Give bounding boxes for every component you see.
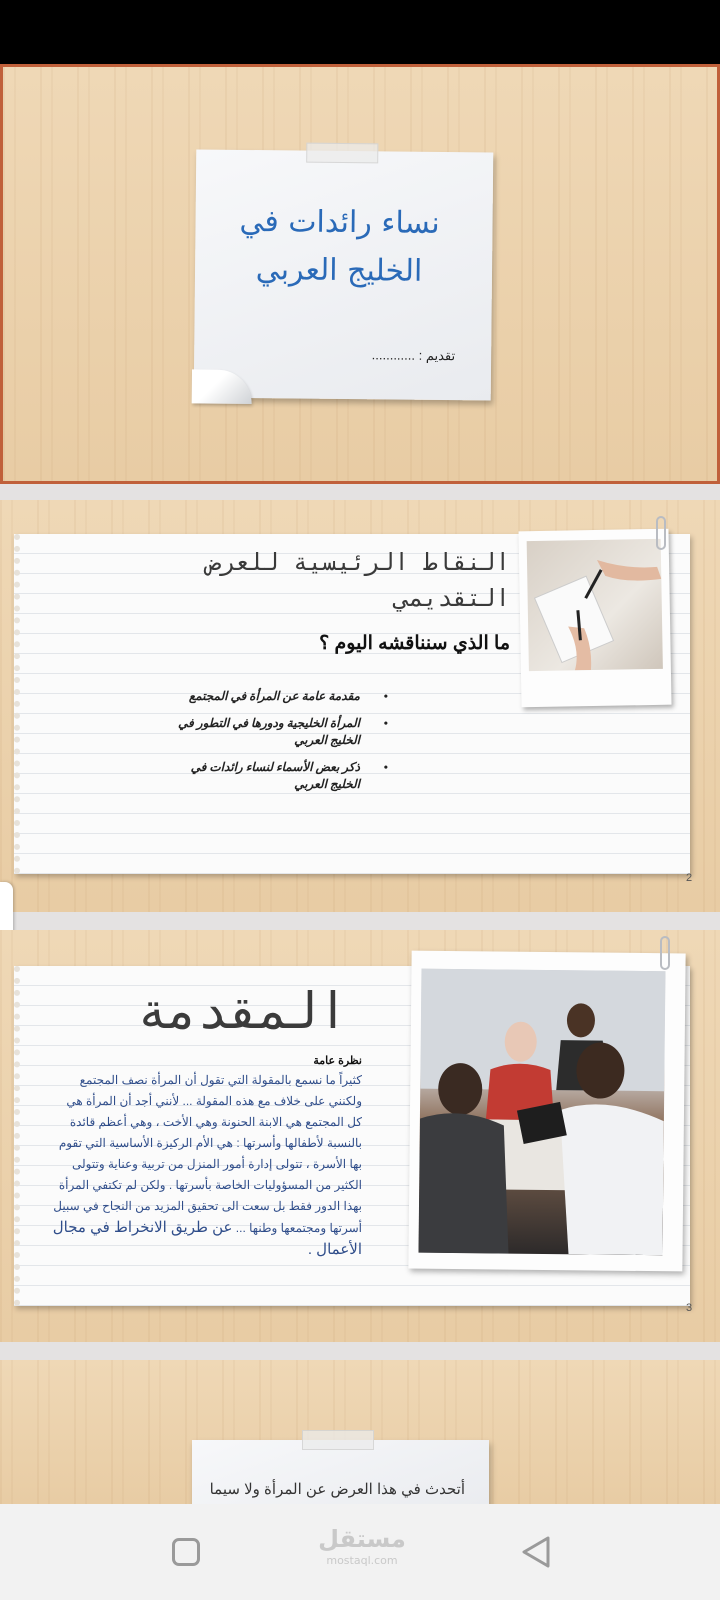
- slide-3[interactable]: [0, 930, 720, 1342]
- presenter-label: تقديم : ............: [371, 347, 456, 364]
- navigation-bar: [0, 1504, 720, 1600]
- page-curl: [192, 369, 252, 404]
- slide-subheading: ما الذي سنناقشه اليوم ؟: [319, 633, 510, 654]
- list-item: • مقدمة عامة عن المرأة في المجتمع: [160, 688, 360, 705]
- tape: [306, 143, 378, 164]
- paper-clip-icon: [656, 516, 666, 550]
- slide-heading: النقاط الرئيسية للعرض التقديمي: [206, 548, 510, 612]
- recent-apps-button[interactable]: [172, 1538, 200, 1566]
- overview-label: نظرة عامة: [313, 1055, 362, 1067]
- list-item: • ذكر بعض الأسماء لنساء رائدات في الخليج العربي: [160, 759, 360, 793]
- presentation-title: نساء رائدات في الخليج العربي: [239, 203, 440, 289]
- back-button[interactable]: [518, 1534, 554, 1570]
- list-item: • المرأة الخليجية ودورها في التطور في الخليج العربي: [160, 715, 360, 749]
- slide-1[interactable]: [0, 64, 720, 484]
- paper-clip-icon: [660, 936, 670, 970]
- writing-hands-image: [527, 539, 663, 671]
- intro-text: كثيراً ما نسمع بالمقولة التي تقول أن المرأة نصف المجتمع ولكنني على خلاف مع هذه المقولة ... لأنني أجد أن المرأة هي كل المجتمع هي الابنة الحنونة وهي الأخت ، وهي أعظم قائدة بالنسبة لأطفالها وأسرتها : هي الأم الركيزة الأساسية التي تقوم بها الأسرة ، تتولى إدارة أمور المنزل من تربية وعناية وتتولى الكثير من المسؤوليات الخاصة بأسرتها . ولكن لم تكتفي المرأة بهذا الدور فقط بل سعت الى تحقيق المزيد من النجاح في سبيل أسرتها ومجتمعها وطنها ...: [53, 1073, 362, 1235]
- slide-number: 2: [686, 872, 693, 884]
- intro-emphasis: عن طريق الانخراط في مجال الأعمال .: [52, 1219, 362, 1258]
- meeting-photo: [419, 969, 666, 1256]
- tape: [302, 1430, 374, 1450]
- slide-4[interactable]: [0, 1360, 720, 1504]
- slide-heading: المقدمة: [137, 982, 348, 1040]
- watermark-url: mostaql.com: [326, 1554, 398, 1567]
- status-bar: [0, 0, 720, 64]
- slide-text: أتحدث في هذا العرض عن المرأة ولا سيما: [209, 1481, 465, 1498]
- photo-frame: [408, 951, 685, 1272]
- slide-number: 3: [686, 1302, 693, 1314]
- photo-frame: [518, 529, 671, 708]
- watermark-logo: مستقل: [318, 1525, 406, 1553]
- intro-paragraph: [52, 1070, 362, 1261]
- title-note: [194, 149, 494, 400]
- bullet-list: [160, 688, 360, 803]
- slide-2[interactable]: [0, 500, 720, 912]
